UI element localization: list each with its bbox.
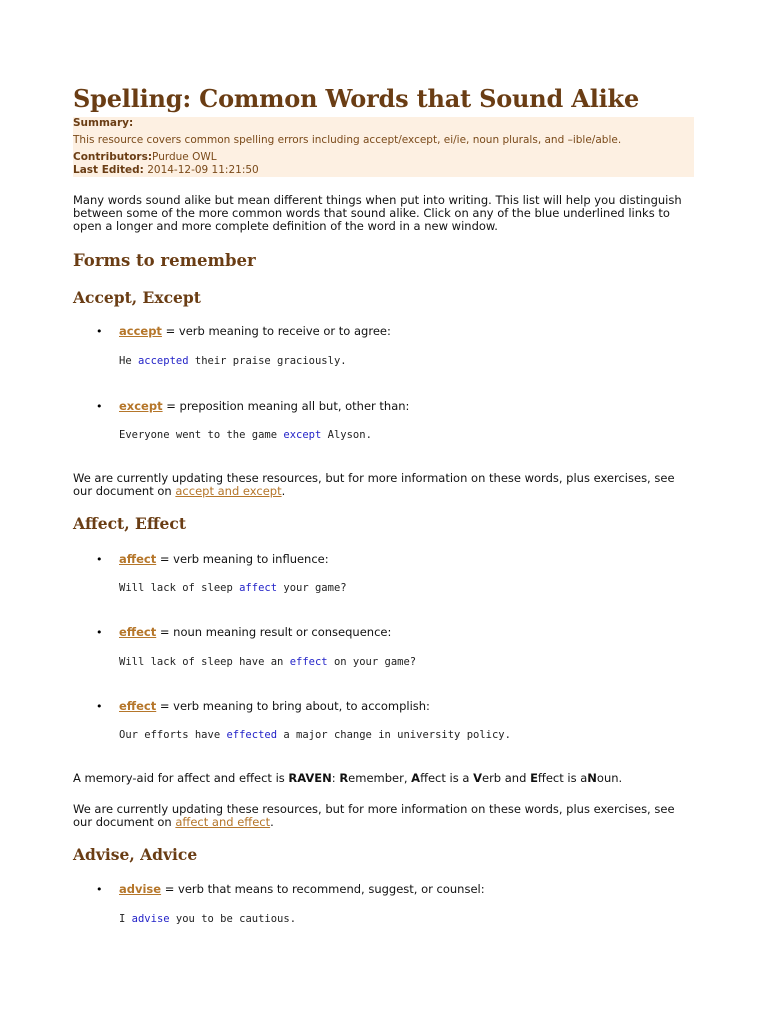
example-text: Alyson. [321, 429, 372, 441]
section-heading-accept-except: Accept, Except [73, 288, 201, 307]
contributors-value: Purdue OWL [152, 151, 217, 163]
more-info-line: We are currently updating these resources, but for more information on these words, plus exercises, see [73, 471, 675, 485]
last-edited-line [73, 164, 259, 176]
example-text: Will lack of sleep have an [119, 656, 290, 668]
example-keyword: affect [239, 582, 278, 594]
example-text: Everyone went to the game [119, 429, 284, 441]
example-text: their praise graciously. [188, 355, 347, 367]
mnemonic-letter: A [411, 771, 421, 785]
example-text: your game? [277, 582, 347, 594]
more-info-text: our document on [73, 815, 176, 829]
summary-text: This resource covers common spelling errors including accept/except, ei/ie, noun plurals, and –ible/able. [73, 134, 622, 146]
more-info-text: . [270, 815, 274, 829]
more-info-text: . [281, 484, 286, 498]
term-link-effect-noun[interactable]: effect [119, 625, 157, 639]
bullet-icon: • [96, 700, 103, 713]
definition-item [119, 553, 329, 567]
term-link-affect[interactable]: affect [119, 552, 157, 566]
mnemonic-word: RAVEN [288, 771, 332, 785]
mnemonic-text: emember, [348, 771, 412, 785]
intro-line: Many words sound alike but mean different things when put into writing. This list will help you distinguish [73, 193, 682, 207]
definition-item [119, 626, 391, 640]
example-keyword: advise [131, 913, 170, 925]
term-link-except[interactable]: except [119, 399, 163, 413]
intro-line: between some of the more common words that sound alike. Click on any of the blue underlined links to [73, 206, 670, 220]
summary-label: Summary: [73, 117, 134, 129]
last-edited-value: 2014-12-09 11:21:50 [147, 164, 259, 176]
example-sentence [119, 729, 511, 741]
example-sentence [119, 355, 347, 367]
term-link-accept[interactable]: accept [119, 324, 162, 338]
example-sentence [119, 582, 347, 594]
example-keyword: effect [289, 656, 328, 668]
example-sentence [119, 656, 416, 668]
mnemonic-text: ffect is a [537, 771, 588, 785]
definition-text: = verb that means to recommend, suggest, or counsel: [161, 882, 485, 896]
definition-item [119, 325, 391, 339]
example-text: He [119, 355, 138, 367]
bullet-icon: • [96, 400, 103, 413]
mnemonic-text: ffect is a [420, 771, 474, 785]
mnemonic-text: A memory-aid for affect and effect is [73, 771, 289, 785]
bullet-icon: • [96, 883, 103, 896]
example-keyword: effected [226, 729, 278, 741]
example-text: Will lack of sleep [119, 582, 240, 594]
section-heading-affect-effect: Affect, Effect [73, 514, 186, 533]
example-text: a major change in university policy. [277, 729, 511, 741]
mnemonic-text: : [331, 771, 340, 785]
example-sentence [119, 913, 296, 925]
last-edited-label: Last Edited: [73, 164, 144, 176]
definition-text: = verb meaning to influence: [156, 552, 329, 566]
example-keyword: except [283, 429, 322, 441]
bullet-icon: • [96, 553, 103, 566]
forms-heading: Forms to remember [73, 251, 256, 270]
mnemonic-letter: R [339, 771, 349, 785]
page-title: Spelling: Common Words that Sound Alike [73, 84, 640, 113]
definition-item [119, 400, 409, 414]
example-text: I [119, 913, 132, 925]
more-info-line: We are currently updating these resources, but for more information on these words, plus exercises, see [73, 802, 675, 816]
mnemonic-letter: V [473, 771, 482, 785]
example-text: Our efforts have [119, 729, 227, 741]
term-link-effect-verb[interactable]: effect [119, 699, 157, 713]
definition-item [119, 883, 485, 897]
example-sentence [119, 429, 372, 441]
section-heading-advise-advice: Advise, Advice [73, 845, 198, 864]
definition-text: = noun meaning result or consequence: [156, 625, 392, 639]
mnemonic-text: erb and [482, 771, 531, 785]
accept-except-link[interactable]: accept and except [175, 484, 282, 498]
mnemonic-text: oun. [596, 771, 623, 785]
definition-text: = verb meaning to bring about, to accomplish: [156, 699, 430, 713]
definition-text: = verb meaning to receive or to agree: [161, 324, 391, 338]
mnemonic-letter: N [587, 771, 597, 785]
intro-line: open a longer and more complete definition of the word in a new window. [73, 219, 498, 233]
definition-item [119, 700, 430, 714]
more-info-line [73, 816, 274, 830]
raven-mnemonic [73, 772, 622, 786]
example-text: on your game? [327, 656, 417, 668]
example-keyword: accepted [137, 355, 189, 367]
more-info-text: our document on [73, 484, 176, 498]
affect-effect-link[interactable]: affect and effect [175, 815, 271, 829]
mnemonic-letter: E [530, 771, 538, 785]
bullet-icon: • [96, 325, 103, 338]
bullet-icon: • [96, 626, 103, 639]
contributors-line [73, 151, 217, 163]
more-info-line [73, 485, 285, 499]
contributors-label: Contributors: [73, 151, 153, 163]
definition-text: = preposition meaning all but, other than: [162, 399, 410, 413]
term-link-advise[interactable]: advise [119, 882, 162, 896]
example-text: you to be cautious. [169, 913, 297, 925]
